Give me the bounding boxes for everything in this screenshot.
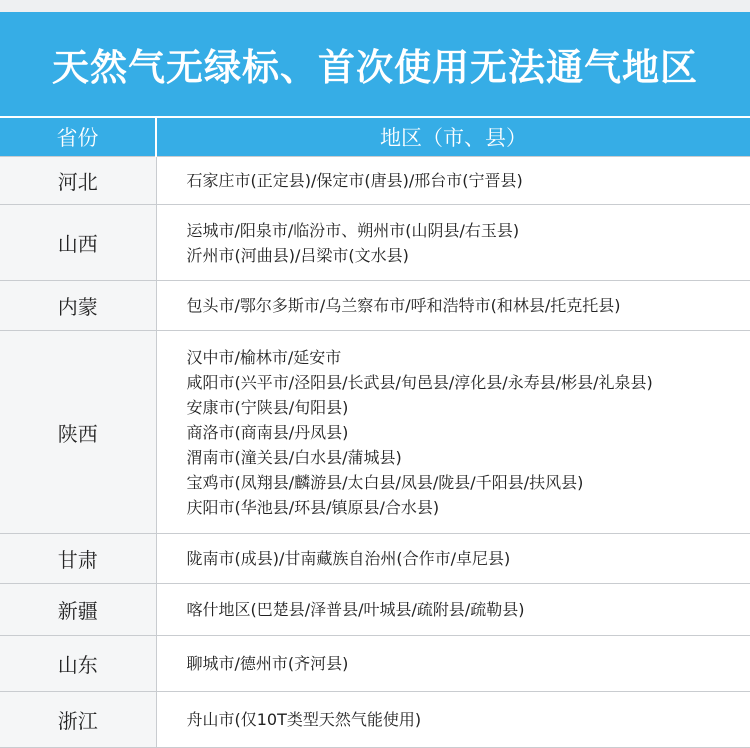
area-line: 咸阳市(兴平市/泾阳县/长武县/旬邑县/淳化县/永寿县/彬县/礼泉县) [187,370,750,395]
area-line: 沂州市(河曲县)/吕梁市(文水县) [187,243,750,268]
region-table [0,118,750,748]
area-line: 安康市(宁陕县/旬阳县) [187,395,750,420]
area-cell [156,331,750,534]
table-row [0,584,750,636]
area-line: 舟山市(仅10T类型天然气能使用) [187,707,750,732]
table-row [0,636,750,692]
area-line: 喀什地区(巴楚县/泽普县/叶城县/疏附县/疏勒县) [187,597,750,622]
area-line: 聊城市/德州市(齐河县) [187,651,750,676]
province-cell: 河北 [0,157,156,205]
province-cell: 山东 [0,636,156,692]
area-line: 庆阳市(华池县/环县/镇原县/合水县) [187,495,750,520]
province-cell: 新疆 [0,584,156,636]
province-cell: 浙江 [0,692,156,748]
area-cell [156,584,750,636]
area-line: 包头市/鄂尔多斯市/乌兰察布市/呼和浩特市(和林县/托克托县) [187,293,750,318]
province-cell: 甘肃 [0,534,156,584]
table-row [0,331,750,534]
table-row [0,205,750,281]
area-cell [156,157,750,205]
area-cell [156,281,750,331]
province-cell: 陕西 [0,331,156,534]
area-cell [156,636,750,692]
column-header-area: 地区（市、县） [156,118,750,157]
table-row [0,692,750,748]
area-line: 汉中市/榆林市/延安市 [187,345,750,370]
area-cell [156,692,750,748]
table-header-row [0,118,750,157]
area-cell [156,205,750,281]
area-line: 宝鸡市(凤翔县/麟游县/太白县/凤县/陇县/千阳县/扶风县) [187,470,750,495]
area-cell [156,534,750,584]
table-row [0,157,750,205]
area-line: 渭南市(潼关县/白水县/蒲城县) [187,445,750,470]
area-line: 运城市/阳泉市/临汾市、朔州市(山阴县/右玉县) [187,218,750,243]
area-line: 陇南市(成县)/甘南藏族自治州(合作市/卓尼县) [187,546,750,571]
province-cell: 内蒙 [0,281,156,331]
page-title: 天然气无绿标、首次使用无法通气地区 [0,12,750,118]
province-cell: 山西 [0,205,156,281]
area-line: 石家庄市(正定县)/保定市(唐县)/邢台市(宁晋县) [187,168,750,193]
table-row [0,534,750,584]
column-header-province: 省份 [0,118,156,157]
top-margin [0,0,750,12]
area-line: 商洛市(商南县/丹凤县) [187,420,750,445]
table-row [0,281,750,331]
